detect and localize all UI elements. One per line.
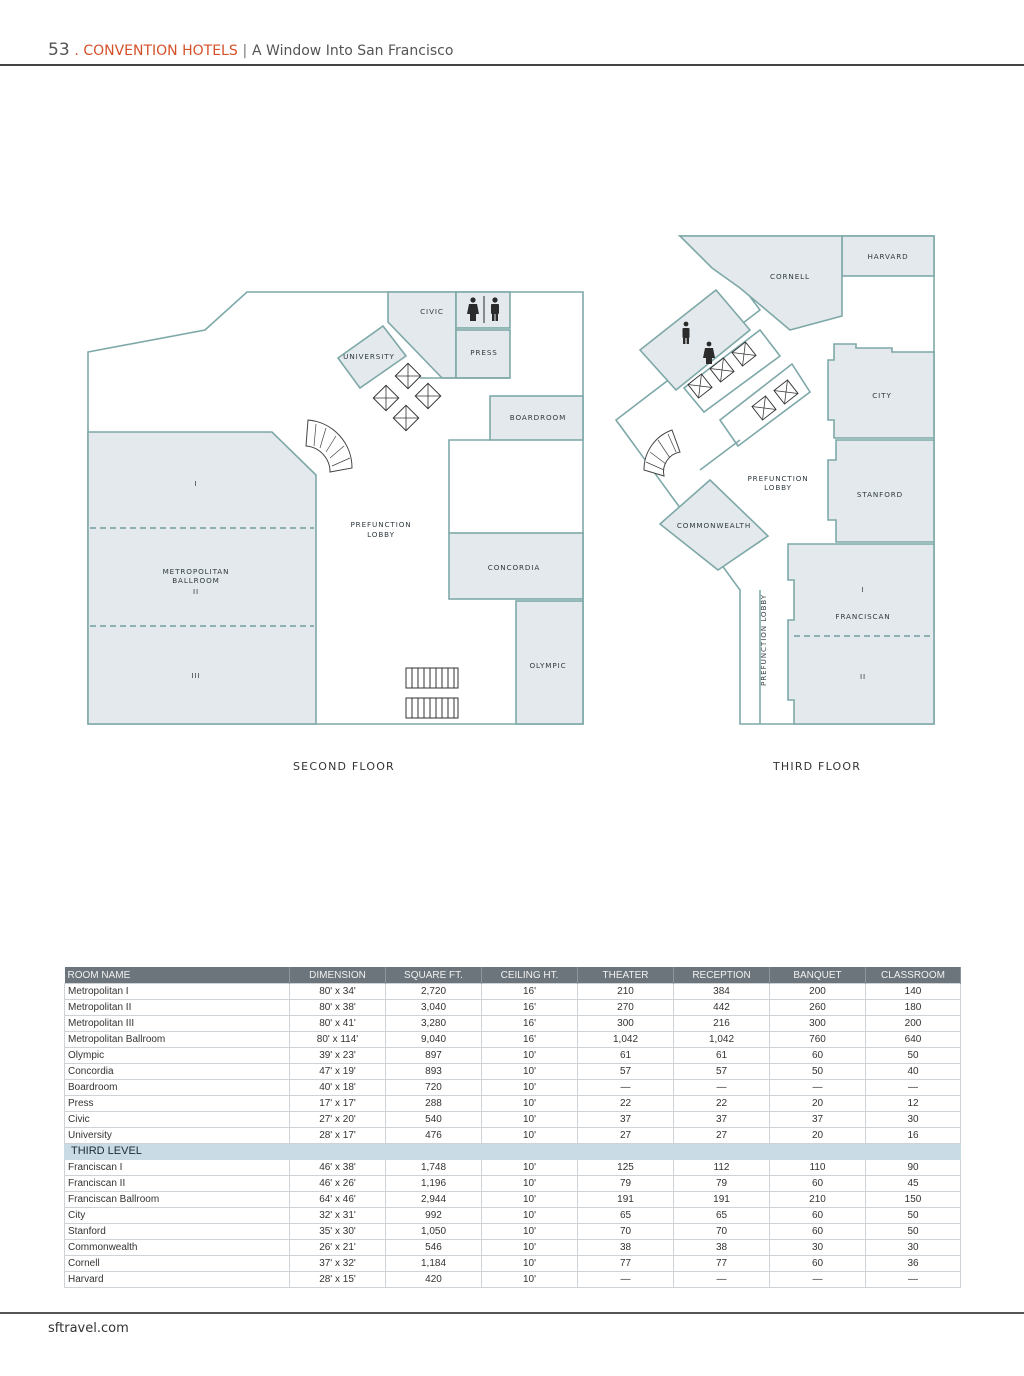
stanford-label: STANFORD: [856, 490, 904, 499]
table-cell: 39' x 23': [290, 1048, 386, 1064]
table-cell: 125: [578, 1160, 674, 1176]
table-cell: 10': [482, 1224, 578, 1240]
table-row: [65, 1240, 961, 1256]
prefunction-lobby-third-line1: PREFUNCTION: [747, 474, 809, 483]
table-cell: 60: [770, 1176, 866, 1192]
table-cell: 26' x 21': [290, 1240, 386, 1256]
table-cell: 30: [866, 1240, 961, 1256]
section-row-third-level: [65, 1144, 961, 1160]
table-cell: 200: [866, 1016, 961, 1032]
table-cell: 80' x 38': [290, 1000, 386, 1016]
commonwealth-label: COMMONWEALTH: [676, 521, 752, 530]
table-cell: 61: [578, 1048, 674, 1064]
table-cell: 16': [482, 1000, 578, 1016]
prefunction-lobby-label-line1: PREFUNCTION: [350, 520, 412, 529]
table-cell: 64' x 46': [290, 1192, 386, 1208]
table-cell: 20: [770, 1128, 866, 1144]
table-cell: 77: [674, 1256, 770, 1272]
table-cell: 760: [770, 1032, 866, 1048]
table-cell: 79: [674, 1176, 770, 1192]
table-cell: 22: [578, 1096, 674, 1112]
table-cell: 112: [674, 1160, 770, 1176]
table-cell: 70: [674, 1224, 770, 1240]
table-cell: 40' x 18': [290, 1080, 386, 1096]
footer-rule: [0, 1312, 1024, 1314]
table-cell: 32' x 31': [290, 1208, 386, 1224]
table-cell: 16': [482, 1032, 578, 1048]
table-cell: 46' x 38': [290, 1160, 386, 1176]
table-cell: —: [674, 1080, 770, 1096]
boardroom-label: BOARDROOM: [509, 413, 567, 422]
table-cell: 37: [578, 1112, 674, 1128]
table-cell: 80' x 34': [290, 984, 386, 1000]
column-header: ROOM NAME: [65, 967, 290, 984]
table-cell: 210: [578, 984, 674, 1000]
table-cell: 2,944: [386, 1192, 482, 1208]
table-cell: 28' x 15': [290, 1272, 386, 1288]
table-cell: 60: [770, 1256, 866, 1272]
table-cell: 191: [674, 1192, 770, 1208]
table-cell: Metropolitan III: [65, 1016, 290, 1032]
prefunction-lobby-third-line2: LOBBY: [764, 483, 792, 492]
prefunction-lobby-label-line2: LOBBY: [367, 530, 395, 539]
table-cell: City: [65, 1208, 290, 1224]
second-floor-title: SECOND FLOOR: [293, 760, 395, 773]
table-cell: 38: [578, 1240, 674, 1256]
press-label: PRESS: [470, 348, 498, 357]
table-cell: 60: [770, 1224, 866, 1240]
table-cell: 28' x 17': [290, 1128, 386, 1144]
table-row: [65, 1256, 961, 1272]
table-cell: Franciscan I: [65, 1160, 290, 1176]
table-cell: 216: [674, 1016, 770, 1032]
metropolitan-ballroom-label-line2: BALLROOM: [172, 576, 220, 585]
table-cell: 35' x 30': [290, 1224, 386, 1240]
table-row: [65, 1032, 961, 1048]
column-header: THEATER: [578, 967, 674, 984]
table-cell: 1,050: [386, 1224, 482, 1240]
table-cell: 10': [482, 1160, 578, 1176]
metropolitan-i-label: I: [194, 479, 198, 488]
table-cell: 10': [482, 1080, 578, 1096]
table-cell: 2,720: [386, 984, 482, 1000]
table-cell: 140: [866, 984, 961, 1000]
table-row: [65, 1112, 961, 1128]
table-cell: 17' x 17': [290, 1096, 386, 1112]
table-cell: 10': [482, 1240, 578, 1256]
table-cell: —: [578, 1272, 674, 1288]
table-cell: 1,184: [386, 1256, 482, 1272]
concordia-label: CONCORDIA: [487, 563, 541, 572]
metropolitan-ballroom-label-line1: METROPOLITAN: [162, 567, 230, 576]
table-cell: —: [866, 1272, 961, 1288]
table-cell: 300: [578, 1016, 674, 1032]
table-cell: 9,040: [386, 1032, 482, 1048]
table-cell: University: [65, 1128, 290, 1144]
table-cell: 384: [674, 984, 770, 1000]
table-cell: 10': [482, 1176, 578, 1192]
table-cell: 77: [578, 1256, 674, 1272]
footer-website: sftravel.com: [48, 1321, 129, 1336]
table-cell: 37: [770, 1112, 866, 1128]
table-cell: Olympic: [65, 1048, 290, 1064]
table-cell: 110: [770, 1160, 866, 1176]
table-cell: 150: [866, 1192, 961, 1208]
table-cell: 893: [386, 1064, 482, 1080]
section-label: THIRD LEVEL: [65, 1144, 961, 1160]
table-row: [65, 1160, 961, 1176]
olympic-label: OLYMPIC: [529, 661, 567, 670]
column-header: SQUARE FT.: [386, 967, 482, 984]
metropolitan-iii-label: III: [191, 671, 201, 680]
table-cell: 22: [674, 1096, 770, 1112]
table-cell: 1,042: [578, 1032, 674, 1048]
table-cell: 640: [866, 1032, 961, 1048]
table-cell: —: [770, 1080, 866, 1096]
column-header: DIMENSION: [290, 967, 386, 984]
table-row: [65, 984, 961, 1000]
franciscan-ii-label: II: [859, 672, 867, 681]
table-cell: 30: [866, 1112, 961, 1128]
table-row: [65, 1176, 961, 1192]
metropolitan-ii-label: II: [192, 587, 200, 596]
table-cell: 30: [770, 1240, 866, 1256]
table-cell: 80' x 41': [290, 1016, 386, 1032]
table-cell: 79: [578, 1176, 674, 1192]
table-cell: 10': [482, 1112, 578, 1128]
franciscan-label: FRANCISCAN: [835, 612, 891, 621]
table-cell: 288: [386, 1096, 482, 1112]
table-cell: 40: [866, 1064, 961, 1080]
table-cell: 720: [386, 1080, 482, 1096]
header-separator: |: [242, 43, 248, 59]
table-cell: Metropolitan I: [65, 984, 290, 1000]
harvard-label: HARVARD: [867, 252, 909, 261]
page-number: 53: [48, 40, 70, 60]
table-row: [65, 1224, 961, 1240]
table-row: [65, 1128, 961, 1144]
table-cell: 36: [866, 1256, 961, 1272]
table-cell: 61: [674, 1048, 770, 1064]
table-cell: 546: [386, 1240, 482, 1256]
table-cell: Press: [65, 1096, 290, 1112]
second-floor-plan: [88, 292, 583, 724]
capacity-table: [64, 967, 961, 1288]
table-cell: 70: [578, 1224, 674, 1240]
table-cell: 27: [674, 1128, 770, 1144]
table-cell: Harvard: [65, 1272, 290, 1288]
table-cell: Concordia: [65, 1064, 290, 1080]
table-cell: 27' x 20': [290, 1112, 386, 1128]
table-cell: 12: [866, 1096, 961, 1112]
table-cell: 50: [866, 1048, 961, 1064]
table-cell: 476: [386, 1128, 482, 1144]
table-cell: 47' x 19': [290, 1064, 386, 1080]
column-header: RECEPTION: [674, 967, 770, 984]
table-row: [65, 1272, 961, 1288]
table-cell: 10': [482, 1096, 578, 1112]
table-cell: Boardroom: [65, 1080, 290, 1096]
table-row: [65, 1080, 961, 1096]
table-cell: 200: [770, 984, 866, 1000]
table-cell: Commonwealth: [65, 1240, 290, 1256]
table-cell: Metropolitan II: [65, 1000, 290, 1016]
table-cell: 1,196: [386, 1176, 482, 1192]
column-header: CEILING HT.: [482, 967, 578, 984]
table-cell: 60: [770, 1208, 866, 1224]
column-header: CLASSROOM: [866, 967, 961, 984]
table-cell: Franciscan Ballroom: [65, 1192, 290, 1208]
table-cell: 80' x 114': [290, 1032, 386, 1048]
table-row: [65, 1000, 961, 1016]
table-cell: 10': [482, 1128, 578, 1144]
table-body: [65, 984, 961, 1288]
table-cell: 20: [770, 1096, 866, 1112]
table-cell: 65: [674, 1208, 770, 1224]
table-cell: 16': [482, 984, 578, 1000]
civic-label: CIVIC: [420, 307, 444, 316]
third-floor-title: THIRD FLOOR: [773, 760, 862, 773]
table-cell: 540: [386, 1112, 482, 1128]
table-cell: Civic: [65, 1112, 290, 1128]
table-cell: 992: [386, 1208, 482, 1224]
table-cell: 10': [482, 1256, 578, 1272]
table-cell: —: [866, 1080, 961, 1096]
table-cell: 57: [578, 1064, 674, 1080]
table-cell: 37: [674, 1112, 770, 1128]
table-cell: 27: [578, 1128, 674, 1144]
table-cell: 90: [866, 1160, 961, 1176]
table-cell: Cornell: [65, 1256, 290, 1272]
table-row: [65, 1208, 961, 1224]
table-cell: 57: [674, 1064, 770, 1080]
table-cell: 10': [482, 1192, 578, 1208]
table-cell: 442: [674, 1000, 770, 1016]
table-cell: Stanford: [65, 1224, 290, 1240]
table-cell: 16': [482, 1016, 578, 1032]
table-cell: 45: [866, 1176, 961, 1192]
table-cell: 420: [386, 1272, 482, 1288]
table-cell: 10': [482, 1064, 578, 1080]
city-label: CITY: [872, 391, 892, 400]
table-cell: 897: [386, 1048, 482, 1064]
table-cell: 50: [770, 1064, 866, 1080]
cornell-label: CORNELL: [770, 272, 810, 281]
franciscan-i-label: I: [861, 585, 865, 594]
table-cell: 210: [770, 1192, 866, 1208]
table-cell: 260: [770, 1000, 866, 1016]
table-row: [65, 1048, 961, 1064]
table-cell: 191: [578, 1192, 674, 1208]
table-header-row: [65, 967, 961, 984]
prefunction-lobby-vertical-label: PREFUNCTION LOBBY: [759, 593, 768, 687]
table-cell: —: [578, 1080, 674, 1096]
table-cell: 10': [482, 1048, 578, 1064]
franciscan-room: [788, 544, 934, 724]
table-cell: 50: [866, 1224, 961, 1240]
table-row: [65, 1096, 961, 1112]
table-cell: 1,042: [674, 1032, 770, 1048]
table-cell: 60: [770, 1048, 866, 1064]
header-subtitle: A Window Into San Francisco: [252, 43, 454, 59]
table-cell: 50: [866, 1208, 961, 1224]
university-label: UNIVERSITY: [343, 352, 395, 361]
table-row: [65, 1016, 961, 1032]
table-cell: 65: [578, 1208, 674, 1224]
table-cell: 10': [482, 1208, 578, 1224]
column-header: BANQUET: [770, 967, 866, 984]
table-cell: 16: [866, 1128, 961, 1144]
table-cell: 3,040: [386, 1000, 482, 1016]
table-cell: 1,748: [386, 1160, 482, 1176]
table-cell: —: [770, 1272, 866, 1288]
table-cell: 270: [578, 1000, 674, 1016]
table-cell: —: [674, 1272, 770, 1288]
table-cell: 180: [866, 1000, 961, 1016]
table-cell: 300: [770, 1016, 866, 1032]
section-title: . CONVENTION HOTELS: [74, 43, 238, 59]
table-row: [65, 1064, 961, 1080]
restroom-block: [456, 292, 510, 328]
table-cell: 10': [482, 1272, 578, 1288]
table-row: [65, 1192, 961, 1208]
table-cell: 3,280: [386, 1016, 482, 1032]
table-cell: Metropolitan Ballroom: [65, 1032, 290, 1048]
table-cell: Franciscan II: [65, 1176, 290, 1192]
table-cell: 38: [674, 1240, 770, 1256]
table-cell: 37' x 32': [290, 1256, 386, 1272]
table-cell: 46' x 26': [290, 1176, 386, 1192]
